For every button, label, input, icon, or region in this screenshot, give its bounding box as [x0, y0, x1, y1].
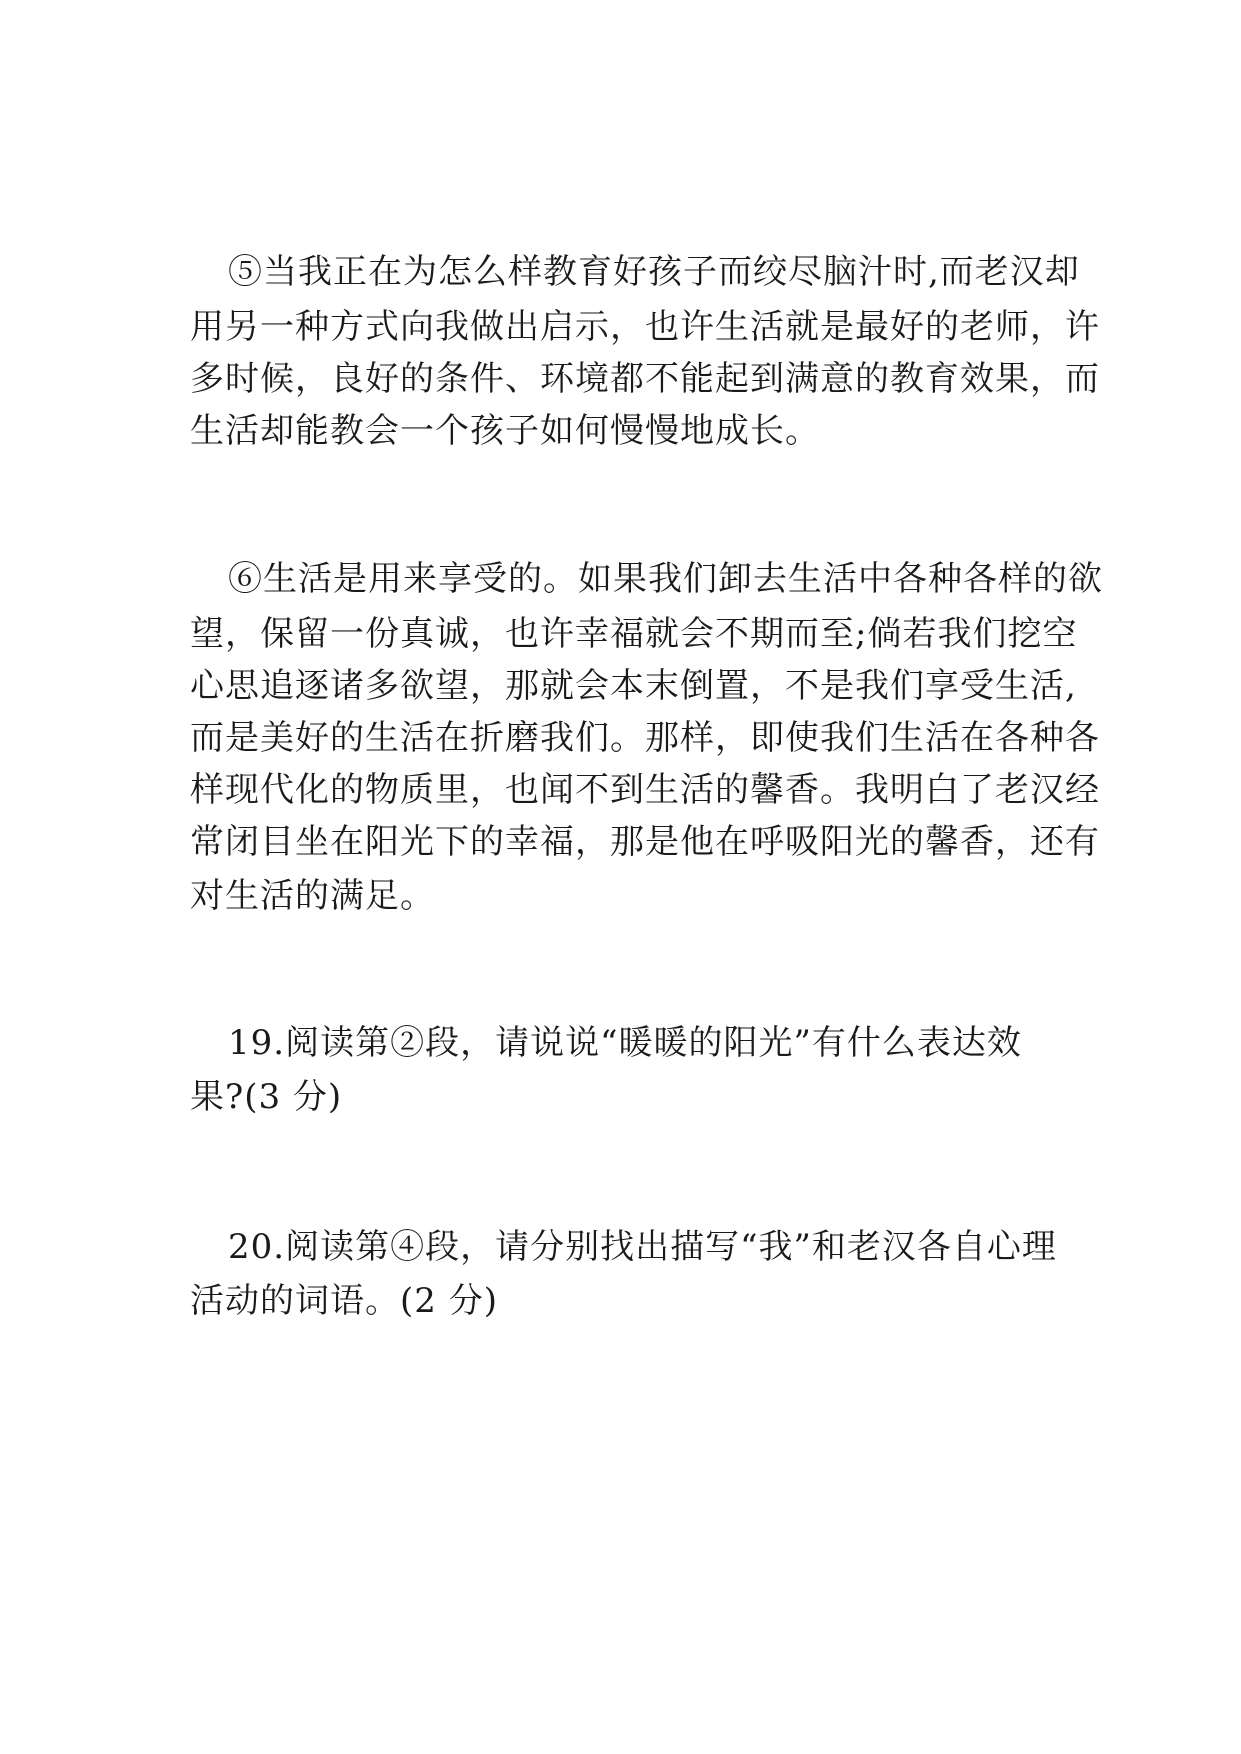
question-line: 活动的词语。(2 分) — [190, 1281, 498, 1321]
paragraph-line: 对生活的满足。 — [190, 876, 435, 916]
paragraph-line: ⑥生活是用来享受的。如果我们卸去生活中各种各样的欲 — [228, 559, 1103, 599]
question-line: 果?(3 分) — [190, 1077, 343, 1117]
question-line: 19.阅读第②段，请说说“暖暖的阳光”有什么表达效 — [228, 1023, 1022, 1063]
paragraph-line: 样现代化的物质里，也闻不到生活的馨香。我明白了老汉经 — [190, 770, 1100, 810]
paragraph-line: 多时候，良好的条件、环境都不能起到满意的教育效果，而 — [190, 359, 1100, 399]
paragraph-line: 用另一种方式向我做出启示，也许生活就是最好的老师，许 — [190, 307, 1100, 347]
paragraph-line: 心思追逐诸多欲望，那就会本末倒置，不是我们享受生活, — [190, 666, 1077, 706]
paragraph-line: 而是美好的生活在折磨我们。那样，即使我们生活在各种各 — [190, 718, 1100, 758]
question-line: 20.阅读第④段，请分别找出描写“我”和老汉各自心理 — [228, 1227, 1057, 1267]
paragraph-line: 生活却能教会一个孩子如何慢慢地成长。 — [190, 411, 820, 451]
paragraph-line: 望，保留一份真诚，也许幸福就会不期而至;倘若我们挖空 — [190, 614, 1078, 654]
paragraph-line: ⑤当我正在为怎么样教育好孩子而绞尽脑汁时,而老汉却 — [228, 252, 1080, 292]
paragraph-line: 常闭目坐在阳光下的幸福，那是他在呼吸阳光的馨香，还有 — [190, 822, 1100, 862]
